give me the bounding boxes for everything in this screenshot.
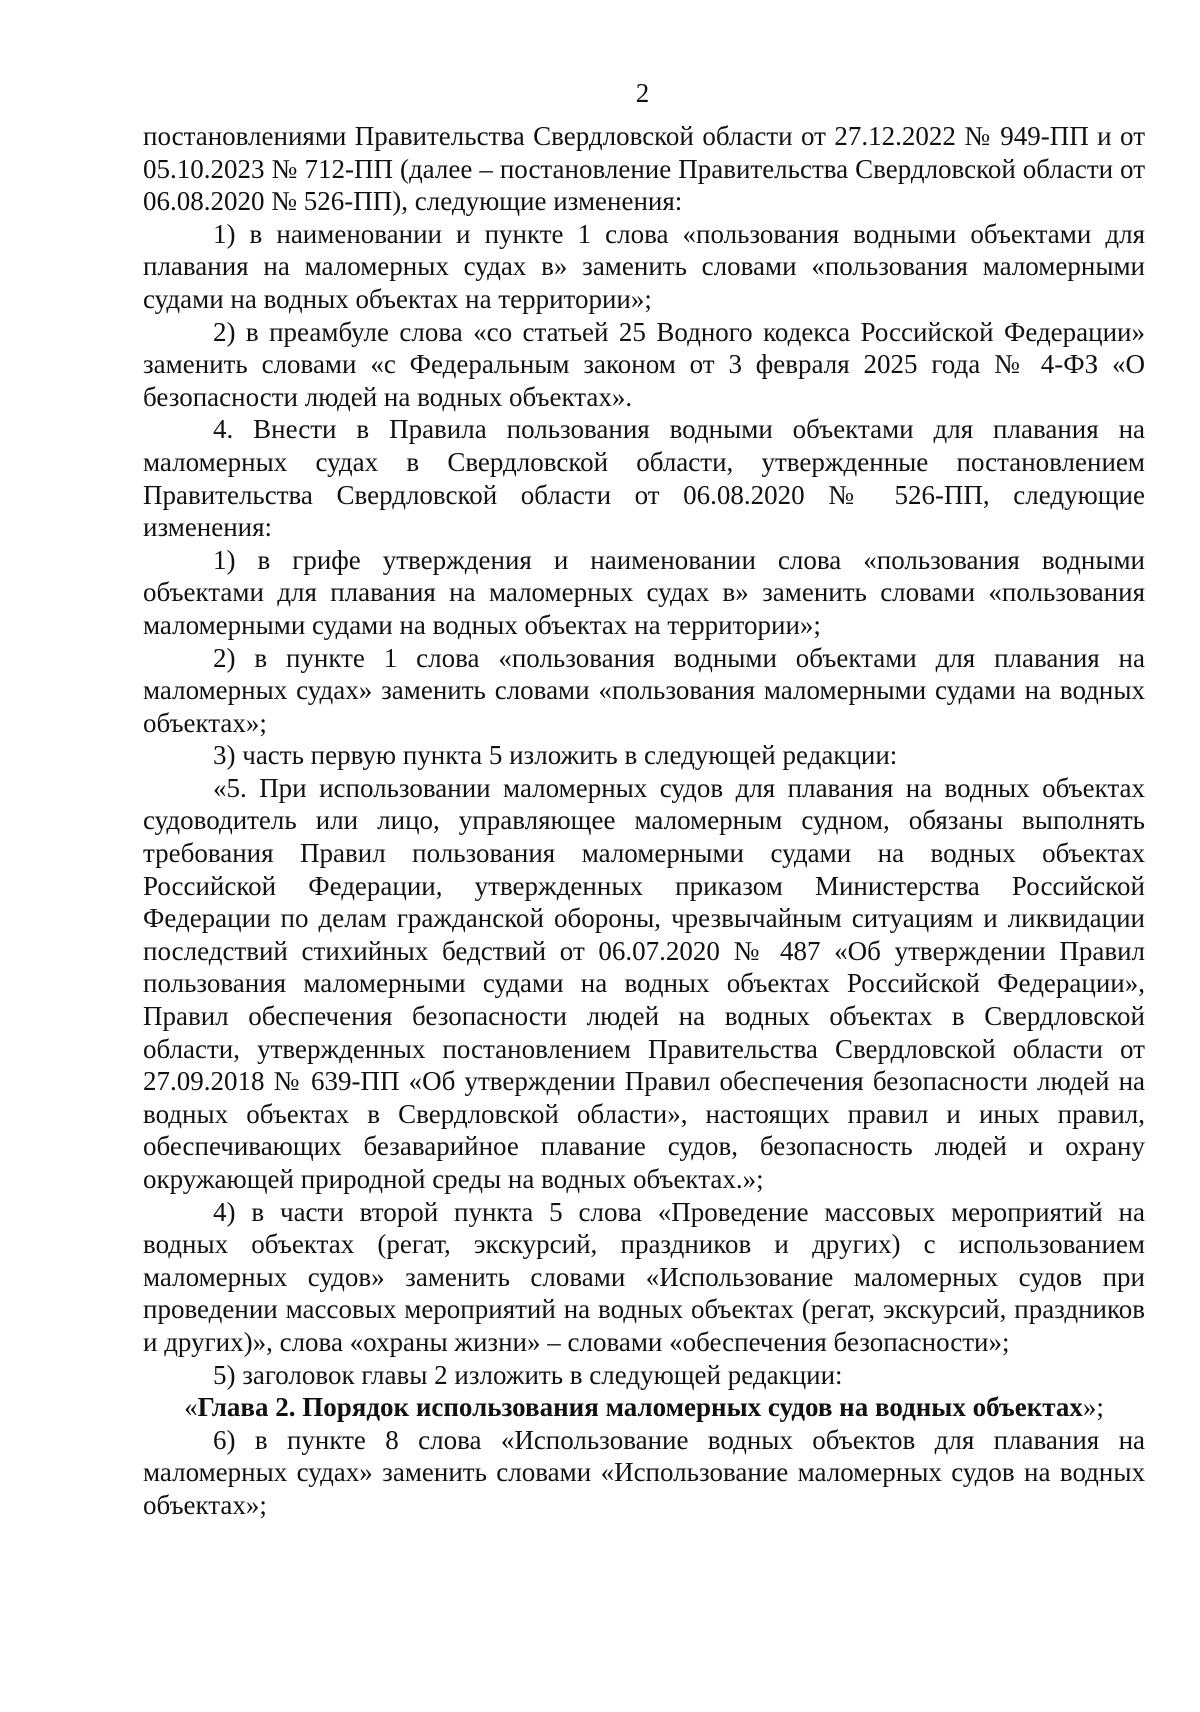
paragraph: 4) в части второй пункта 5 слова «Проведение массовых мероприятий на водных объектах (регат, экскурсий, праздников и других) с использованием маломерных судов» заменить словами «Использование маломерных судов при проведении массовых мероприятий на водных объектах (регат, экскурсий, праздников и других)», слова «охраны жизни» – словами «обеспечения безопасности»;	[143, 1196, 1145, 1357]
chapter-heading	[143, 1391, 1145, 1424]
heading-close-quote: »;	[1082, 1392, 1104, 1423]
heading-open-quote: «	[184, 1392, 198, 1423]
document-body	[143, 120, 1145, 1522]
paragraph: 1) в наименовании и пункте 1 слова «пользования водными объектами для плавания на маломерных судах в» заменить словами «пользования маломерными судами на водных объектах на территории»;	[143, 218, 1145, 314]
paragraph: 4. Внести в Правила пользования водными объектами для плавания на маломерных судах в Свердловской области, утвержденные постановлением Правительства Свердловской области от 06.08.2020 № 526-ПП, следующие изменения:	[143, 414, 1145, 543]
paragraph: 6) в пункте 8 слова «Использование водных объектов для плавания на маломерных судах» заменить словами «Использование маломерных судов на водных объектах»;	[143, 1424, 1145, 1520]
paragraph: 5) заголовок главы 2 изложить в следующей редакции:	[213, 1359, 843, 1390]
heading-title: Глава 2. Порядок использования маломерных судов на водных объектах	[197, 1392, 1083, 1423]
paragraph: постановлениями Правительства Свердловской области от 27.12.2022 № 949-ПП и от 05.10.2023 № 712-ПП (далее – постановление Правительства Свердловской области от 06.08.2020 № 526-ПП), следующие изменения:	[143, 121, 1145, 217]
paragraph: 1) в грифе утверждения и наименовании слова «пользования водными объектами для плавания на маломерных судах в» заменить словами «пользования маломерными судами на водных объектах на территории»;	[143, 544, 1145, 640]
paragraph: 2) в преамбуле слова «со статьей 25 Водного кодекса Российской Федерации» заменить словами «с Федеральным законом от 3 февраля 2025 года № 4-ФЗ «О безопасности людей на водных объектах».	[143, 316, 1145, 412]
page-number: 2	[635, 78, 650, 108]
paragraph: 2) в пункте 1 слова «пользования водными объектами для плавания на маломерных судах» заменить словами «пользования маломерными судами на водных объектах»;	[143, 642, 1145, 738]
paragraph: 3) часть первую пункта 5 изложить в следующей редакции:	[213, 740, 898, 771]
paragraph: «5. При использовании маломерных судов для плавания на водных объектах судоводитель или лицо, управляющее маломерным судном, обязаны выполнять требования Правил пользования маломерными судами на водных объектах Российской Федерации, утвержденных приказом Министерства Российской Федерации по делам гражданской обороны, чрезвычайным ситуациям и ликвидации последствий стихийных бедствий от 06.07.2020 № 487 «Об утверждении Правил пользования маломерными судами на водных объектах Российской Федерации», Правил обеспечения безопасности людей на водных объектах в Свердловской области, утвержденных постановлением Правительства Свердловской области от 27.09.2018 № 639-ПП «Об утверждении Правил обеспечения безопасности людей на водных объектах в Свердловской области», настоящих правил и иных правил, обеспечивающих безаварийное плавание судов, безопасность людей и охрану окружающей природной среды на водных объектах.»;	[143, 772, 1145, 1194]
